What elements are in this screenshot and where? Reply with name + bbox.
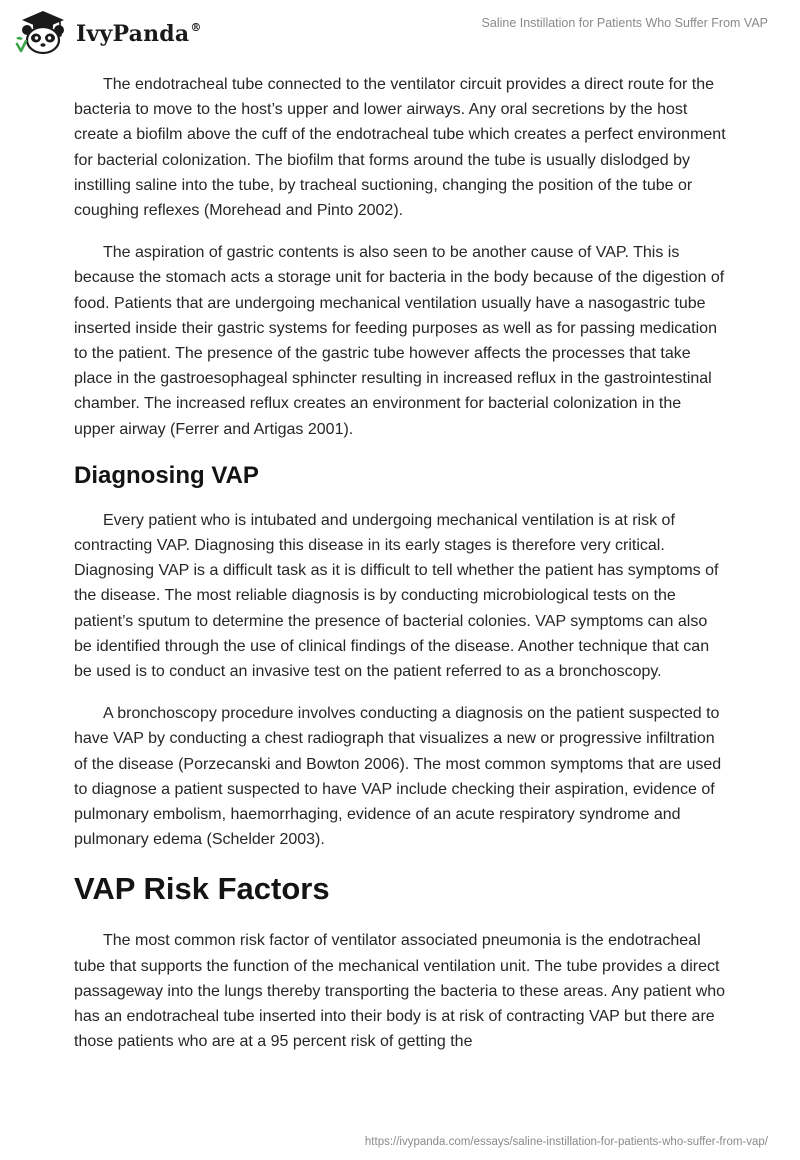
paragraph: The aspiration of gastric contents is also seen to be another cause of VAP. This is because the stomach acts a storage unit for bacteria in the body because of the digestion of food. Patients that are undergoing mechanical ventilation usually have a nasogastric tube inserted inside their gastric systems for feeding purposes as well as for passing medication to the patient. The presence of the gastric tube however affects the processes that take place in the gastroesophageal sphincter resulting in increased reflux in the gastrointestinal chamber. The increased reflux creates an environment for bacterial colonization in the upper airway (Ferrer and Artigas 2001). [74, 244, 725, 438]
document-title: Saline Instillation for Patients Who Suffer From VAP [481, 16, 768, 30]
page-header [0, 0, 800, 70]
source-url[interactable]: https://ivypanda.com/essays/saline-instillation-for-patients-who-suffer-from-vap/ [364, 1136, 768, 1148]
brand-name: IvyPanda® [76, 20, 202, 47]
paragraph: Every patient who is intubated and undergoing mechanical ventilation is at risk of contracting VAP. Diagnosing this disease in its early stages is therefore very critical. Diagnosing VAP is a difficult task as it is difficult to tell whether the patient has symptoms of the disease. The most reliable diagnosis is by conducting microbiological tests on the patient’s sputum to determine the presence of bacterial colonies. VAP symptoms can also be identified through the use of clinical findings of the disease. Another technique that can be used is to conduct an invasive test on the patient referred to as a bronchoscopy. [74, 511, 719, 681]
paragraph: A bronchoscopy procedure involves conducting a diagnosis on the patient suspected to have VAP by conducting a chest radiograph that visualizes a new or progressive infiltration of the disease (Porzecanski and Bowton 2006). The most common symptoms that are used to diagnose a patient suspected to have VAP include checking their aspiration, evidence of pulmonary embolism, haemorrhaging, evidence of an acute respiratory syndrome and pulmonary edema (Schelder 2003). [74, 705, 722, 849]
panda-graduate-logo-icon [14, 8, 72, 58]
paragraph: The endotracheal tube connected to the ventilator circuit provides a direct route for the bacteria to move to the host’s upper and lower airways. Any oral secretions by the host create a biofilm above the cuff of the endotracheal tube which creates a perfect environment for bacterial colonization. The biofilm that forms around the tube is usually dislodged by instilling saline into the tube, by tracheal suctioning, changing the position of the tube or coughing reflexes (Morehead and Pinto 2002). [74, 76, 726, 220]
paragraph: The most common risk factor of ventilator associated pneumonia is the endotracheal tube that supports the function of the mechanical ventilation unit. The tube provides a direct passageway into the lungs thereby transporting the bacteria to these areas. Any patient who has an endotracheal tube inserted into their body is at risk of contracting VAP but there are those patients who are at a 95 percent risk of getting the [74, 932, 726, 1051]
section-heading-vap-risk-factors: VAP Risk Factors [74, 871, 330, 907]
section-heading-diagnosing-vap: Diagnosing VAP [74, 461, 259, 489]
essay-content [74, 72, 726, 1072]
ivypanda-logo[interactable] [14, 8, 202, 58]
